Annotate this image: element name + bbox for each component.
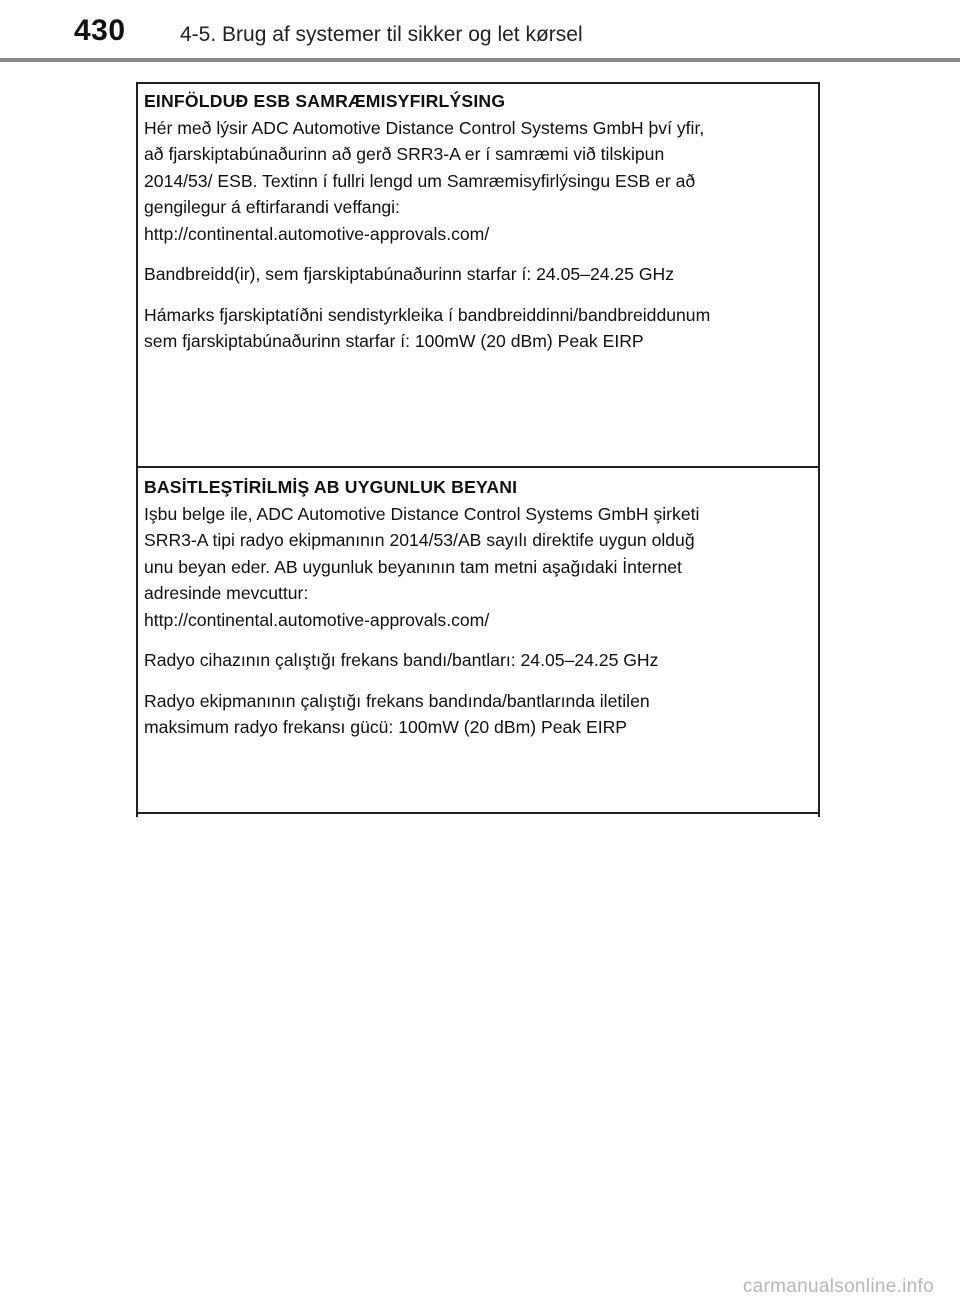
paragraph-gap	[144, 674, 820, 688]
turkish-intro-line: adresinde mevcuttur:	[144, 583, 309, 603]
icelandic-intro-line: Hér með lýsir ADC Automotive Distance Control Systems GmbH því yfir,	[144, 117, 705, 138]
turkish-declaration	[144, 474, 820, 741]
turkish-intro-line: SRR3-A tipi radyo ekipmanının 2014/53/AB sayılı direktife uygun olduğ	[144, 530, 695, 550]
turkish-declaration-heading: BASİTLEŞTİRİLMİŞ AB UYGUNLUK BEYANI	[144, 477, 518, 497]
turkish-intro-line: Işbu belge ile, ADC Automotive Distance Control Systems GmbH şirketi	[144, 503, 700, 524]
icelandic-declaration-heading: EINFÖLDUÐ ESB SAMRÆMISYFIRLÝSING	[144, 91, 506, 111]
box-divider	[136, 466, 820, 468]
section-title: 4-5. Brug af systemer til sikker og let kørsel	[180, 23, 583, 46]
paragraph-gap	[144, 247, 820, 261]
icelandic-frequency-band: Bandbreidd(ir), sem fjarskiptabúnaðurinn starfar í: 24.05–24.25 GHz	[144, 264, 675, 284]
turkish-power-line: maksimum radyo frekansı gücü: 100mW (20 dBm) Peak EIRP	[144, 717, 628, 737]
watermark: carmanualsonline.info	[742, 1276, 934, 1297]
turkish-intro-line: unu beyan eder. AB uygunluk beyanının tam metni aşağıdaki İnternet	[144, 556, 682, 577]
header-rule	[0, 58, 960, 62]
icelandic-power-line: Hámarks fjarskiptatíðni sendistyrkleika í bandbreiddinni/bandbreiddunum	[144, 304, 711, 325]
icelandic-intro-line: gengilegur á eftirfarandi veffangi:	[144, 197, 400, 217]
page-header	[0, 0, 960, 64]
icelandic-power-line: sem fjarskiptabúnaðurinn starfar í: 100mW (20 dBm) Peak EIRP	[144, 331, 644, 351]
turkish-approval-url: http://continental.automotive-approvals.com/	[144, 609, 490, 630]
page-number: 430	[74, 14, 126, 47]
turkish-power-line: Radyo ekipmanının çalıştığı frekans bandında/bantlarında iletilen	[144, 690, 650, 711]
icelandic-approval-url: http://continental.automotive-approvals.com/	[144, 223, 490, 244]
icelandic-declaration	[144, 88, 820, 355]
box-bottom-border	[136, 812, 820, 814]
icelandic-intro-line: 2014/53/ ESB. Textinn í fullri lengd um Samræmisyfirlýsingu ESB er að	[144, 170, 696, 191]
icelandic-intro-line: að fjarskiptabúnaðurinn að gerð SRR3-A er í samræmi við tilskipun	[144, 144, 665, 164]
box-top-border	[136, 82, 820, 84]
paragraph-gap	[144, 288, 820, 302]
turkish-frequency-band: Radyo cihazının çalıştığı frekans bandı/bantları: 24.05–24.25 GHz	[144, 650, 659, 670]
paragraph-gap	[144, 633, 820, 647]
